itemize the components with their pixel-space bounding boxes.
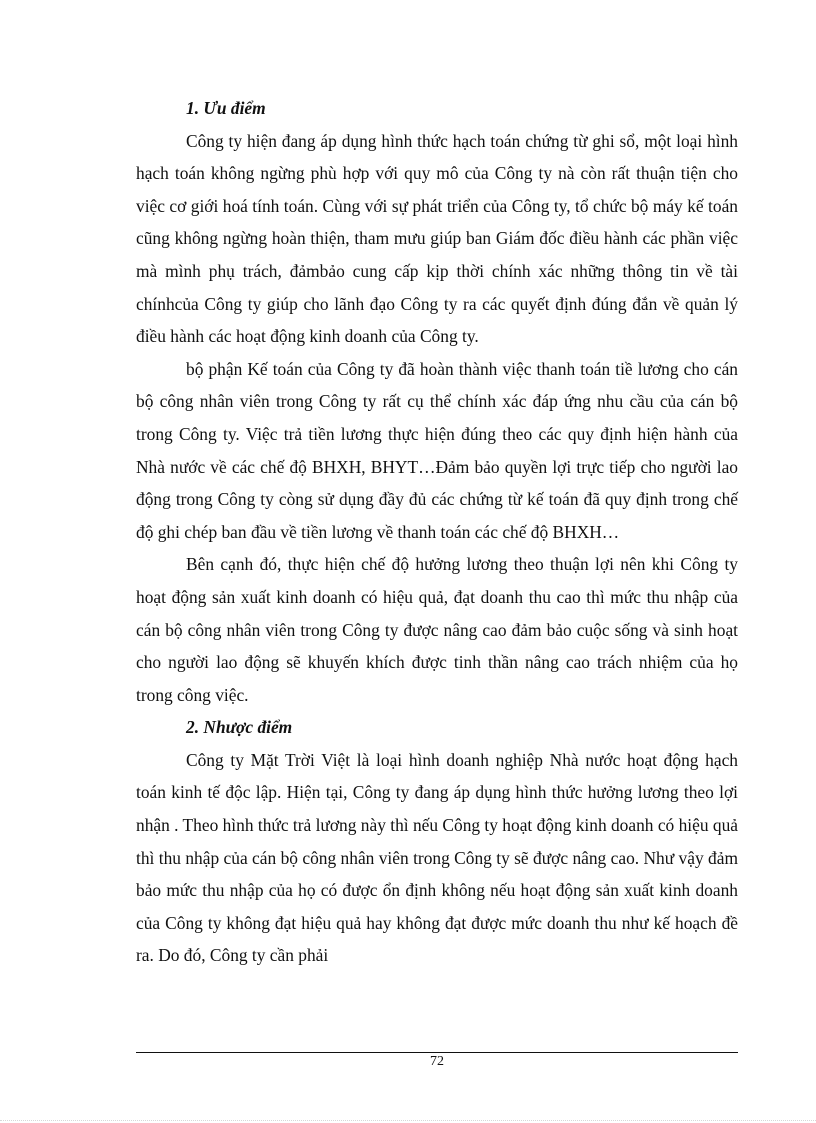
paragraph-advantages-1: Công ty hiện đang áp dụng hình thức hạch toán chứng từ ghi sổ, một loại hình hạch toán không ngừng phù hợp với quy mô của Công ty nà còn rất thuận tiện cho việc cơ giới hoá tính toán. Cùng với sự phát triển của Công ty, tổ chức bộ máy kế toán cũng không ngừng hoàn thiện, tham mưu giúp ban Giám đốc điều hành các phần việc mà mình phụ trách, đảmbảo cung cấp kịp thời chính xác những thông tin về tài chínhcủa Công ty giúp cho lãnh đạo Công ty ra các quyết định đúng đắn về quản lý điều hành các hoạt động kinh doanh của Công ty.	[136, 130, 738, 347]
page-bottom-edge	[0, 1120, 816, 1121]
section-heading-advantages: 1. Ưu điểm	[186, 98, 266, 118]
section-heading-disadvantages: 2. Nhược điểm	[186, 717, 293, 738]
paragraph-advantages-3: Bên cạnh đó, thực hiện chế độ hưởng lương theo thuận lợi nên khi Công ty hoạt động sản xuất kinh doanh có hiệu quả, đạt doanh thu cao thì mức thu nhập của cán bộ công nhân viên trong Công ty được nâng cao đảm bảo cuộc sống và sinh hoạt cho người lao động sẽ khuyến khích được tinh thần nâng cao trách nhiệm của họ trong công việc.	[136, 554, 738, 705]
page-body	[136, 92, 738, 972]
paragraph-advantages-2: bộ phận Kế toán của Công ty đã hoàn thành việc thanh toán tiề lương cho cán bộ công nhân viên trong Công ty rất cụ thể chính xác đáp ứng nhu cầu của cán bộ trong Công ty. Việc trả tiền lương thực hiện đúng theo các quy định hiện hành của Nhà nước về các chế độ BHXH, BHYT…Đảm bảo quyền lợi trực tiếp cho người lao động trong Công ty còng sử dụng đầy đủ các chứng từ kế toán đã quy định trong chế độ ghi chép ban đầu về tiền lương về thanh toán các chế độ BHXH…	[136, 358, 738, 542]
paragraph-disadvantages-1: Công ty Mặt Trời Việt là loại hình doanh nghiệp Nhà nước hoạt động hạch toán kinh tế độc lập. Hiện tại, Công ty đang áp dụng hình thức hưởng lương theo lợi nhận . Theo hình thức trả lương này thì nếu Công ty hoạt động kinh doanh có hiệu quả thì thu nhập của cán bộ công nhân viên trong Công ty sẽ được nâng cao. Như vậy đảm bảo mức thu nhập của họ có được ổn định không nếu hoạt động sản xuất kinh doanh của Công ty không đạt hiệu quả hay không đạt được mức doanh thu như kế hoạch đề ra. Do đó, Công ty cần phải	[136, 749, 738, 966]
page-number: 72	[430, 1054, 444, 1069]
